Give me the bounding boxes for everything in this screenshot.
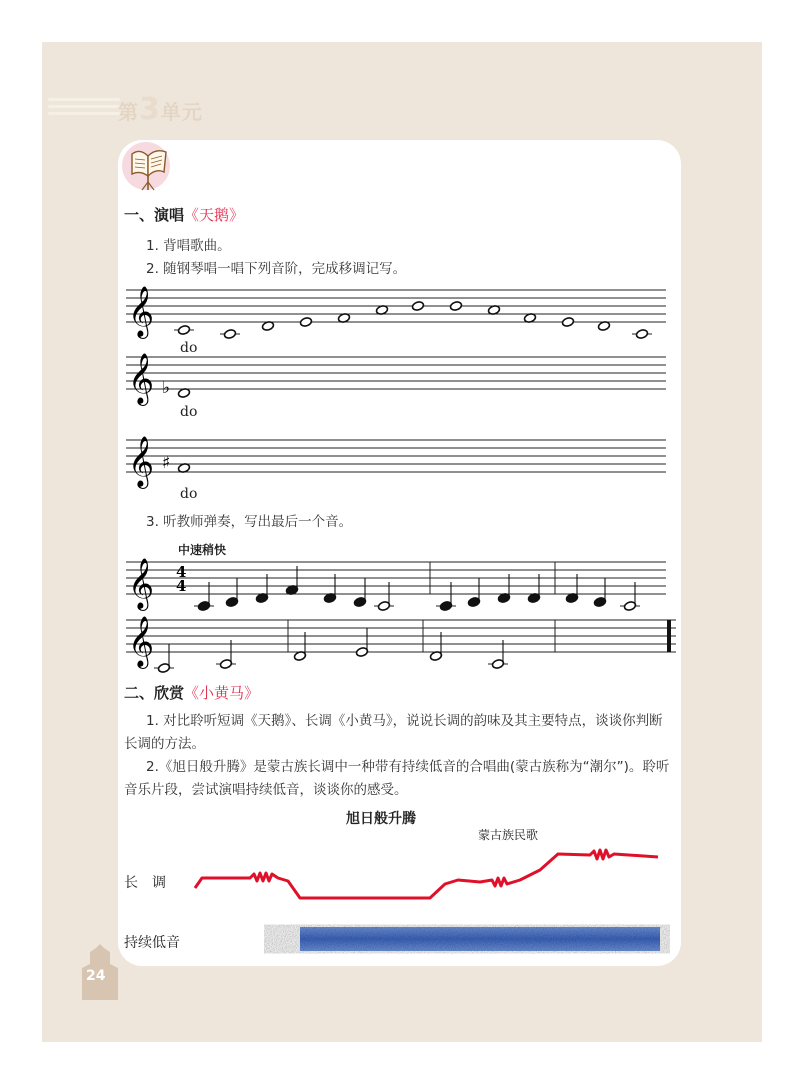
- section2-title: 二、欣赏: [124, 684, 185, 702]
- unit-number: 3: [139, 92, 161, 127]
- unit-prefix: 第: [118, 100, 139, 124]
- header-stripes: [48, 98, 120, 119]
- do-label-2: do: [180, 404, 198, 420]
- scale-staff: [126, 286, 666, 339]
- piece-origin: 蒙古族民歌: [478, 828, 539, 842]
- section1-item2: 2. 随钢琴唱一唱下列音阶，完成移调记写。: [146, 261, 407, 277]
- section2-song: 《小黄马》: [184, 684, 260, 702]
- note-head: [177, 325, 190, 336]
- unit-label: [118, 92, 203, 127]
- melody-graph: [190, 840, 670, 960]
- note-head: [635, 329, 648, 340]
- treble-clef-icon: 𝄞: [128, 558, 155, 609]
- music-staves: [118, 270, 678, 690]
- treble-clef-icon: 𝄞: [128, 436, 155, 487]
- section2-heading: [124, 682, 259, 703]
- changdiao-label: 长 调: [124, 875, 166, 891]
- sharp-sign: ♯: [162, 453, 171, 473]
- note-head: [411, 301, 424, 312]
- section1-item3: 3. 听教师弹奏，写出最后一个音。: [146, 514, 353, 530]
- section1-song: 《天鹅》: [184, 206, 245, 224]
- treble-clef-icon: 𝄞: [128, 353, 155, 404]
- piece-title: 旭日般升腾: [346, 811, 416, 827]
- time-signature-top: 4: [176, 563, 187, 581]
- do-label-1: do: [180, 340, 198, 356]
- unit-suffix: 单元: [160, 100, 203, 124]
- flat-sign: ♭: [162, 378, 171, 398]
- melody-staff-2: [126, 616, 676, 673]
- music-book-icon: [120, 138, 178, 194]
- tempo-marking: 中速稍快: [178, 543, 227, 557]
- note-head: [561, 317, 574, 328]
- treble-clef-icon: 𝄞: [128, 616, 155, 667]
- transpose-staff-f: [126, 353, 666, 406]
- section2-para2: 2.《旭日般升腾》是蒙古族长调中一种带有持续低音的合唱曲(蒙古族称为“潮尔”)。聆听音乐片段，尝试演唱持续低音，谈谈你的感受。: [124, 759, 670, 798]
- do-label-3: do: [180, 486, 198, 502]
- section1-item1: 1. 背唱歌曲。: [146, 238, 231, 254]
- transpose-staff-g: [126, 436, 666, 489]
- drone-bar: [300, 927, 660, 951]
- treble-clef-icon: 𝄞: [128, 286, 155, 337]
- note-head: [223, 329, 236, 340]
- time-signature-bottom: 4: [176, 577, 187, 595]
- section1-heading: [124, 204, 244, 225]
- note-head: [449, 301, 462, 312]
- melody-staff-1: [126, 558, 666, 611]
- note-head: [299, 317, 312, 328]
- unit-header: [48, 92, 248, 128]
- page-number: 24: [86, 968, 106, 984]
- section2-para1: 1. 对比聆听短调《天鹅》、长调《小黄马》，说说长调的韵味及其主要特点，谈谈你判断长调的方法。: [124, 713, 663, 752]
- drone-label: 持续低音: [124, 935, 180, 951]
- changdiao-line: [195, 850, 658, 898]
- section1-title: 一、演唱: [124, 206, 185, 224]
